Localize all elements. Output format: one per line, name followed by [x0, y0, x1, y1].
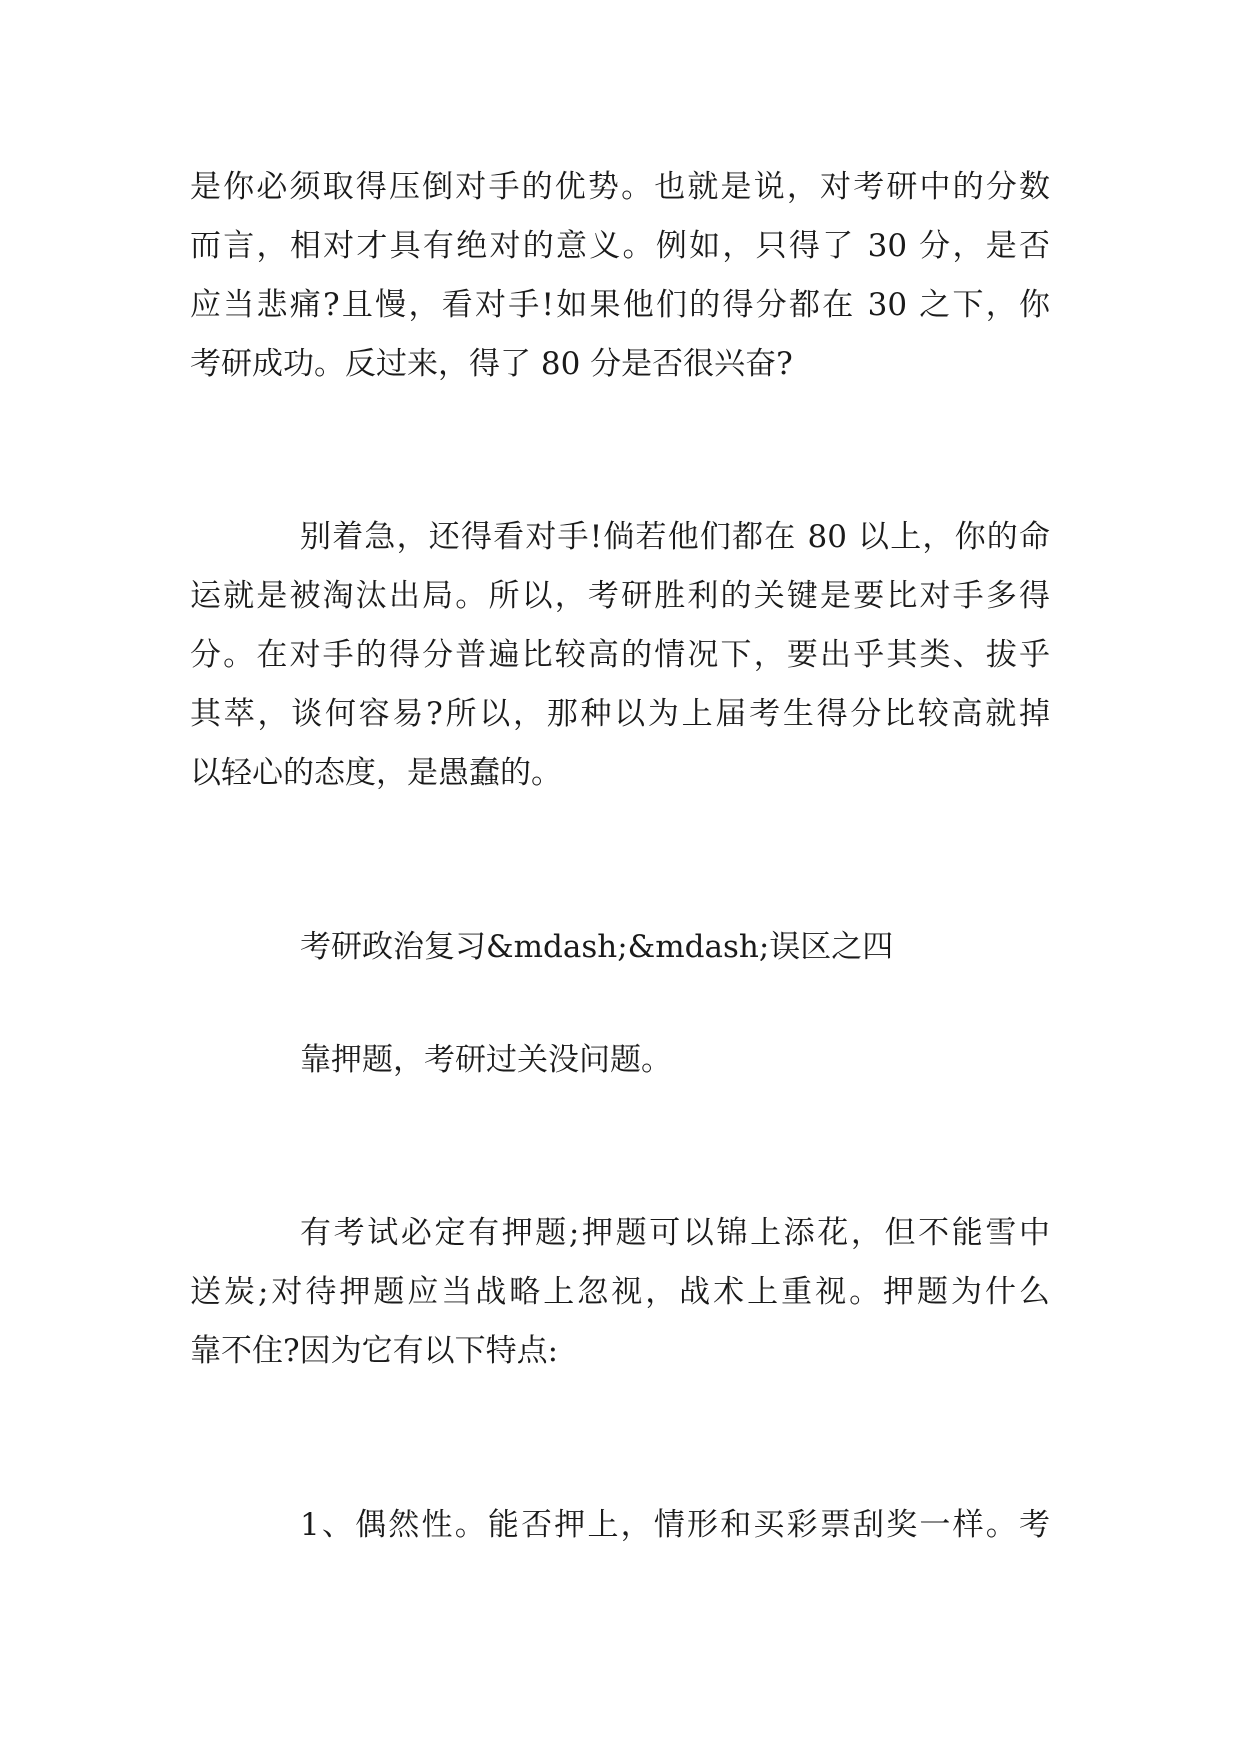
text-line: 分。在对手的得分普遍比较高的情况下，要出乎其类、拔乎 [190, 637, 1050, 673]
text-line: 运就是被淘汰出局。所以，考研胜利的关键是要比对手多得 [190, 578, 1050, 614]
text-line: 应当悲痛?且慢，看对手!如果他们的得分都在 30 之下，你 [190, 287, 1050, 323]
list-item: 1、偶然性。能否押上，情形和买彩票刮奖一样。考 [300, 1507, 1050, 1543]
text-line: 是你必须取得压倒对手的优势。也就是说，对考研中的分数 [190, 169, 1050, 205]
text-line: 以轻心的态度，是愚蠢的。 [190, 755, 562, 791]
text-line: 有考试必定有押题;押题可以锦上添花，但不能雪中 [300, 1215, 1050, 1251]
text-line: 靠不住?因为它有以下特点: [190, 1333, 559, 1369]
text-line: 其萃，谈何容易?所以，那种以为上届考生得分比较高就掉 [190, 696, 1050, 732]
section-heading: 考研政治复习&mdash;&mdash;误区之四 [300, 929, 894, 965]
section-subtitle: 靠押题，考研过关没问题。 [300, 1042, 672, 1078]
text-line: 别着急，还得看对手!倘若他们都在 80 以上，你的命 [300, 519, 1050, 555]
text-line: 而言，相对才具有绝对的意义。例如，只得了 30 分，是否 [190, 228, 1050, 264]
text-line: 考研成功。反过来，得了 80 分是否很兴奋? [190, 346, 793, 382]
text-line: 送炭;对待押题应当战略上忽视，战术上重视。押题为什么 [190, 1274, 1050, 1310]
